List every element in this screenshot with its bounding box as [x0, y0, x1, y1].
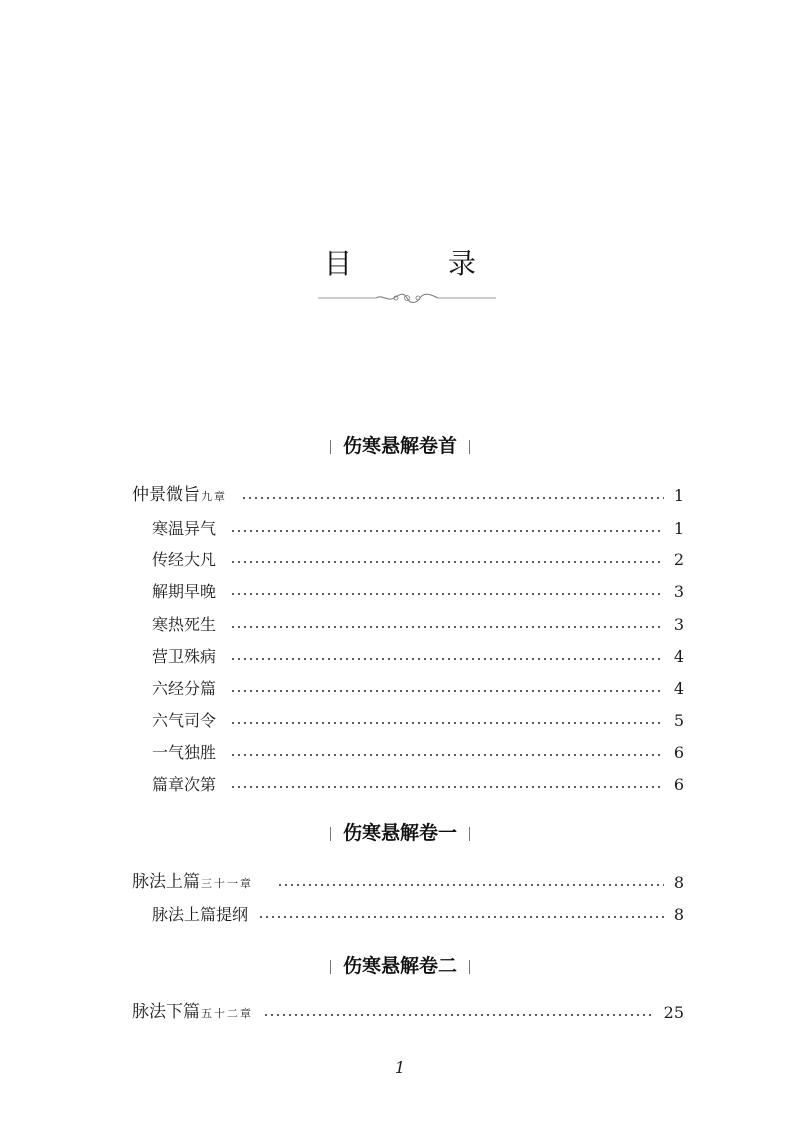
toc-entry[interactable] — [152, 514, 684, 544]
toc-entry[interactable] — [132, 481, 684, 511]
section-header-text: 伤寒悬解卷一 — [342, 822, 457, 844]
toc-entry-note: 五十二章 — [201, 1007, 253, 1020]
toc-page-number: 25 — [663, 1003, 684, 1022]
toc-page-number: 6 — [673, 775, 684, 794]
toc-entry[interactable] — [152, 674, 684, 704]
toc-entry-label: 脉法下篇五十二章 — [132, 1002, 253, 1022]
toc-page-number: 4 — [673, 647, 684, 666]
toc-entry[interactable] — [152, 642, 684, 672]
toc-entry-label: 解期早晚 — [152, 582, 217, 601]
page-title: 目 录 — [323, 247, 510, 280]
header-right-bar — [469, 827, 470, 841]
toc-entry-label: 六经分篇 — [152, 679, 217, 698]
toc-page-number: 1 — [673, 486, 684, 505]
dot-leader — [241, 497, 664, 499]
toc-page-number: 4 — [673, 679, 684, 698]
dot-leader — [263, 1014, 654, 1016]
toc-entry[interactable] — [132, 998, 684, 1028]
toc-entry[interactable] — [152, 577, 684, 607]
toc-entry-label: 篇章次第 — [152, 775, 217, 794]
toc-entry-label: 寒热死生 — [152, 615, 217, 634]
dot-leader — [230, 690, 664, 692]
page-number-footer: 1 — [394, 1058, 406, 1077]
header-left-bar — [330, 960, 331, 974]
header-right-bar — [469, 960, 470, 974]
toc-page-number: 6 — [673, 743, 684, 762]
toc-page-number: 8 — [673, 873, 684, 892]
title-ornament-divider — [318, 288, 496, 308]
toc-entry[interactable] — [152, 738, 684, 768]
toc-entry-label: 脉法上篇三十一章 — [132, 872, 253, 892]
toc-page-number: 5 — [673, 711, 684, 730]
toc-entry-note: 九章 — [201, 490, 227, 503]
toc-entry-label: 寒温异气 — [152, 519, 217, 538]
dot-leader — [258, 916, 664, 918]
dot-leader — [230, 754, 664, 756]
toc-page-number: 3 — [673, 582, 684, 601]
toc-entry[interactable] — [132, 868, 684, 898]
section-header — [0, 952, 800, 980]
dot-leader — [230, 658, 664, 660]
toc-entry[interactable] — [152, 610, 684, 640]
toc-page-number: 2 — [673, 550, 684, 569]
dot-leader — [230, 722, 664, 724]
toc-entry-label: 仲景微旨九章 — [132, 485, 227, 505]
toc-page-number: 3 — [673, 615, 684, 634]
toc-entry[interactable] — [152, 545, 684, 575]
toc-entry[interactable] — [152, 706, 684, 736]
dot-leader — [230, 530, 664, 532]
header-left-bar — [330, 827, 331, 841]
dot-leader — [230, 561, 664, 563]
dot-leader — [230, 786, 664, 788]
header-right-bar — [469, 440, 470, 454]
toc-entry[interactable] — [152, 770, 684, 800]
toc-entry-label: 六气司令 — [152, 711, 217, 730]
section-header — [0, 432, 800, 460]
toc-entry-label: 营卫殊病 — [152, 647, 217, 666]
dot-leader — [277, 884, 664, 886]
toc-entry-label: 传经大凡 — [152, 550, 217, 569]
toc-entry-label: 一气独胜 — [152, 743, 217, 762]
toc-entry-label: 脉法上篇提纲 — [152, 905, 249, 924]
header-left-bar — [330, 440, 331, 454]
dot-leader — [230, 593, 664, 595]
dot-leader — [230, 626, 664, 628]
toc-page-number: 1 — [673, 519, 684, 538]
toc-page-number: 8 — [673, 905, 684, 924]
toc-entry-note: 三十一章 — [201, 877, 253, 890]
toc-entry[interactable] — [152, 900, 684, 930]
section-header-text: 伤寒悬解卷首 — [342, 435, 457, 457]
section-header — [0, 819, 800, 847]
section-header-text: 伤寒悬解卷二 — [342, 955, 457, 977]
